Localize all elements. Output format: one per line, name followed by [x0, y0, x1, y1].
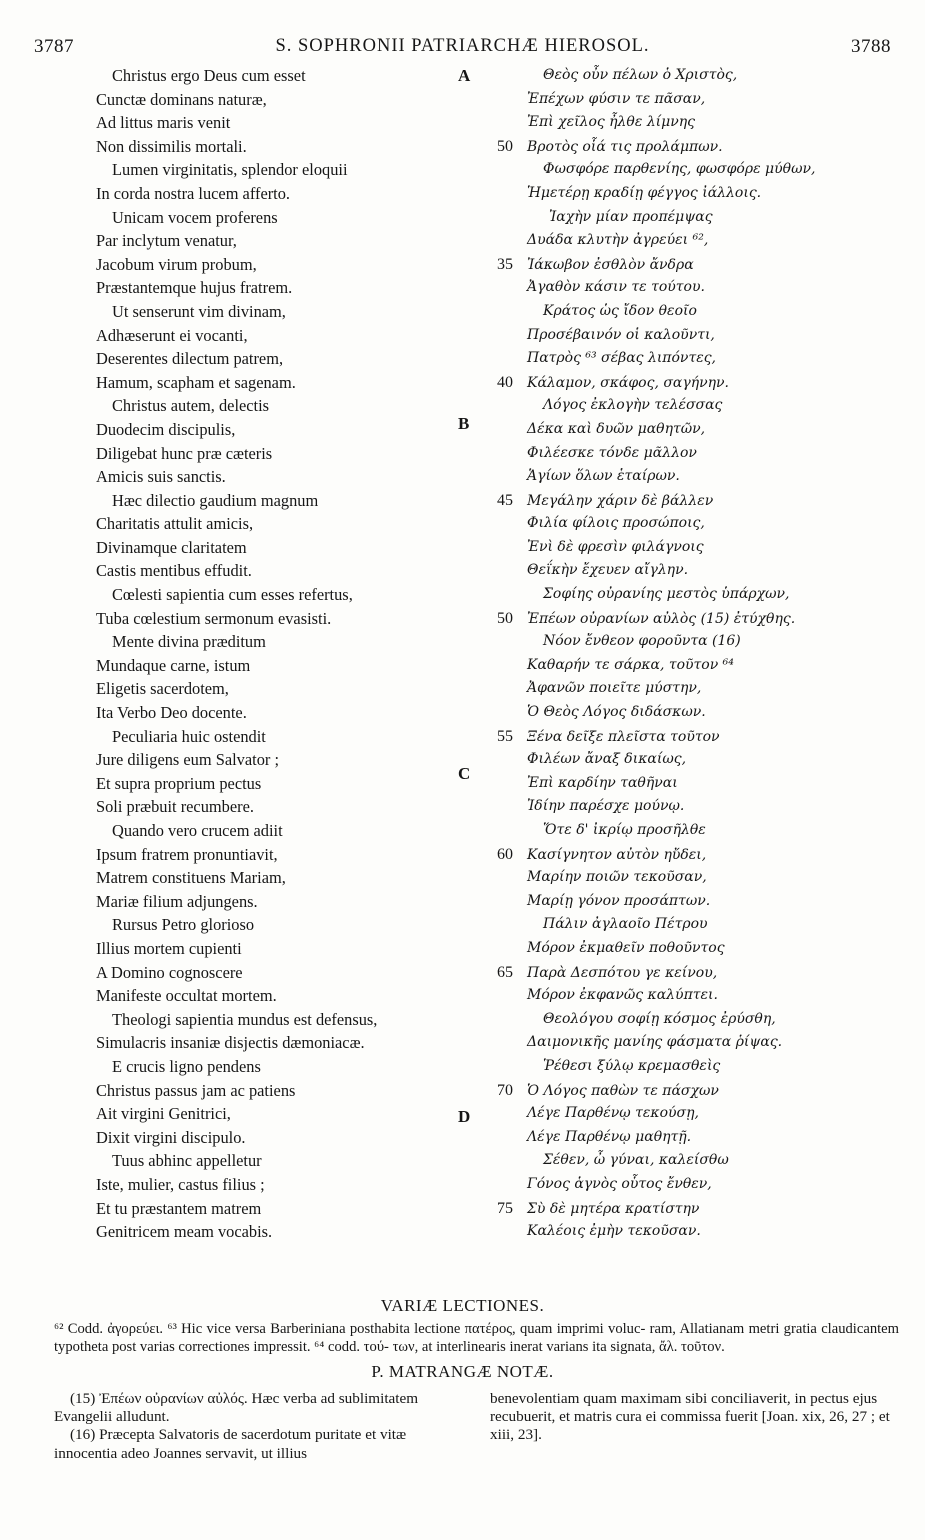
greek-line — [497, 300, 877, 324]
greek-line-text: Σοφίης οὐρανίης μεστὸς ὑπάρχων, — [543, 586, 790, 603]
greek-line — [497, 1079, 877, 1103]
latin-line: Deserentes dilectum patrem, — [96, 349, 284, 369]
note-15: (15) Ἐπέων οὐρανίων αὐλός. Hæc verba ad sublimitatem Evangelii alludunt. — [54, 1390, 419, 1426]
greek-line-text: Ἁγίων ὅλων ἑταίρων. — [527, 468, 680, 485]
greek-line-text: Φιλέεσκε τόνδε μᾶλλον — [527, 444, 697, 461]
greek-line-text: Φιλέων ἄναξ δικαίως, — [527, 751, 687, 768]
greek-line — [497, 347, 877, 371]
greek-line-text: Βροτὸς οἷά τις προλάμπων. — [527, 138, 723, 155]
line-number: 75 — [497, 1199, 513, 1217]
latin-line: Illius mortem cupienti — [96, 938, 242, 958]
line-number: 55 — [497, 727, 513, 745]
notes-heading: P. MATRANGÆ NOTÆ. — [371, 1362, 554, 1381]
greek-line — [497, 748, 877, 772]
greek-line — [497, 442, 877, 466]
variae-lectiones-text: ⁶² Codd. ἀγορεύει. ⁶³ Hic vice versa Barberiniana posthabita lectione πατέρος, quam imprimi voluc- ram, Allatianam metri gratia claudicantem typotheta post varias correctiones impressit. ⁶⁴ codd. τού- των, at interlinearis inerat varians ita signata, ἄλ. τοῦτον. — [54, 1321, 899, 1355]
greek-line-text: Σέθεν, ὦ γύναι, καλείσθω — [543, 1152, 729, 1169]
margin-letter-b: B — [458, 414, 470, 433]
latin-line: Jure diligens eum Salvator ; — [96, 750, 279, 770]
greek-line — [497, 913, 877, 937]
latin-line: Non dissimilis mortali. — [96, 136, 247, 156]
greek-line — [497, 630, 877, 654]
greek-line — [497, 206, 877, 230]
latin-line: E crucis ligno pendens — [112, 1056, 261, 1076]
latin-line: Ita Verbo Deo docente. — [96, 703, 247, 723]
greek-line — [497, 394, 877, 418]
greek-line — [497, 324, 877, 348]
greek-line — [497, 489, 877, 513]
latin-line: Divinamque claritatem — [96, 537, 247, 557]
greek-line — [497, 890, 877, 914]
greek-line-text: Ἀγαθὸν κάσιν τε τούτου. — [527, 279, 705, 296]
greek-line-text: Ἐπὶ καρδίην ταθῆναι — [527, 774, 678, 791]
latin-line: Christus passus jam ac patiens — [96, 1080, 296, 1100]
greek-line-text: Ὁ Λόγος παθὼν τε πάσχων — [527, 1082, 719, 1099]
greek-line — [497, 654, 877, 678]
latin-line: Duodecim discipulis, — [96, 419, 236, 439]
greek-line — [497, 371, 877, 395]
variae-lectiones-heading: VARIÆ LECTIONES. — [380, 1296, 545, 1315]
latin-line: Hæc dilectio gaudium magnum — [112, 490, 319, 510]
greek-line — [497, 1220, 877, 1244]
notes-right-column — [490, 1390, 900, 1445]
line-number: 50 — [497, 137, 513, 155]
latin-line: Adhæserunt ei vocanti, — [96, 325, 248, 345]
greek-line — [497, 559, 877, 583]
greek-line-text: Μόρον ἐκφανῶς καλύπτει. — [527, 987, 718, 1004]
greek-line-text: Καθαρήν τε σάρκα, τοῦτον ⁶⁴ — [527, 656, 734, 673]
greek-line-text: Καλέοις ἐμὴν τεκοῦσαν. — [527, 1223, 701, 1240]
greek-line-text: Γόνος ἁγνὸς οὗτος ἔνθεν, — [527, 1175, 712, 1192]
latin-line: Charitatis attulit amicis, — [96, 514, 254, 534]
greek-line-text: Ὅτε δ' ἰκρίῳ προσῆλθε — [543, 822, 706, 838]
line-number: 40 — [497, 373, 513, 391]
greek-line — [497, 1102, 877, 1126]
greek-line — [497, 1126, 877, 1150]
latin-line: Mundaque carne, istum — [96, 655, 251, 675]
greek-line — [497, 135, 877, 159]
latin-line: Genitricem meam vocabis. — [96, 1222, 273, 1242]
latin-line: Par inclytum venatur, — [96, 231, 237, 251]
greek-line-text: Πατρὸς ⁶³ σέβας λιπόντες, — [527, 350, 716, 367]
greek-line — [497, 512, 877, 536]
greek-line — [497, 866, 877, 890]
latin-line: Iste, mulier, castus filius ; — [96, 1174, 265, 1194]
greek-line-text: Σὺ δὲ μητέρα κρατίστην — [527, 1200, 700, 1217]
greek-line-text: Πάλιν ἀγλαοῖο Πέτρου — [543, 916, 708, 933]
greek-line-text: Ἰάκωβον ἐσθλὸν ἄνδρα — [527, 256, 694, 273]
greek-line-text: Μόρον ἐκμαθεῖν ποθοῦντος — [527, 939, 725, 956]
greek-line-text: Κασίγνητον αὐτὸν ηὔδει, — [527, 846, 707, 863]
latin-line: Cœlesti sapientia cum esses refertus, — [112, 585, 353, 605]
latin-line: Ipsum fratrem pronuntiavit, — [96, 844, 278, 864]
greek-line — [497, 1008, 877, 1032]
greek-line — [497, 772, 877, 796]
greek-line — [497, 725, 877, 749]
greek-line-text: Φωσφόρε παρθενίης, φωσφόρε μύθων, — [543, 161, 816, 178]
latin-line: Matrem constituens Mariam, — [96, 868, 286, 888]
page-number-left: 3787 — [34, 36, 74, 57]
greek-line — [497, 937, 877, 961]
greek-line-text: Μεγάλην χάριν δὲ βάλλεν — [527, 492, 714, 509]
latin-line: Rursus Petro glorioso — [112, 915, 255, 935]
greek-line — [497, 701, 877, 725]
latin-line: Diligebat hunc præ cæteris — [96, 443, 273, 463]
latin-line: Mente divina præditum — [112, 632, 266, 652]
latin-line: Theologi sapientia mundus est defensus, — [112, 1009, 378, 1029]
latin-line: Peculiaria huic ostendit — [112, 726, 266, 746]
greek-line — [497, 253, 877, 277]
greek-line-text: Δυάδα κλυτὴν ἀγρεύει ⁶², — [527, 232, 709, 249]
latin-line: Castis mentibus effudit. — [96, 561, 252, 581]
greek-line — [497, 276, 877, 300]
latin-line: Manifeste occultat mortem. — [96, 986, 277, 1006]
margin-letter-c: C — [458, 764, 471, 783]
notes-left-column — [54, 1390, 462, 1463]
page-number-right: 3788 — [851, 36, 891, 57]
line-number: 65 — [497, 963, 513, 981]
line-number: 60 — [497, 845, 513, 863]
latin-line: Mariæ filium adjungens. — [96, 891, 258, 911]
greek-line-text: Κάλαμον, σκάφος, σαγήνην. — [527, 374, 729, 391]
greek-line — [497, 843, 877, 867]
line-number: 45 — [497, 491, 513, 509]
note-16: (16) Præcepta Salvatoris de sacerdotum puritate et vitæ innocentia adeo Joannes servavit, ut illius — [54, 1426, 407, 1462]
latin-line: Ut senserunt vim divinam, — [112, 301, 286, 321]
greek-line-text: Θεΐκὴν ἔχευεν αἴγλην. — [527, 562, 689, 579]
greek-line — [497, 1149, 877, 1173]
greek-line-text: Νόον ἔνθεον φοροῦντα (16) — [543, 633, 741, 650]
greek-line-text: Λέγε Παρθένῳ μαθητῇ. — [527, 1128, 692, 1145]
latin-line: Et tu præstantem matrem — [96, 1198, 262, 1218]
greek-line-text: Ἐπέων οὐρανίων αὐλὸς (15) ἐτύχθης. — [527, 610, 796, 627]
greek-line-text: Ἡμετέρῃ κραδίῃ φέγγος ἰάλλοις. — [527, 184, 762, 201]
greek-line — [497, 1197, 877, 1221]
latin-line: Eligetis sacerdotem, — [96, 679, 229, 699]
greek-line-text: Ῥέθεσι ξύλῳ κρεμασθεὶς — [543, 1057, 721, 1074]
latin-line: A Domino cognoscere — [96, 962, 243, 982]
greek-line — [497, 607, 877, 631]
latin-line: Simulacris insaniæ disjectis dæmoniacæ. — [96, 1033, 365, 1053]
greek-line-text: Λέγε Παρθένῳ τεκούσῃ, — [527, 1105, 699, 1122]
latin-line: Et supra proprium pectus — [96, 773, 262, 793]
greek-line-text: Ὁ Θεὸς Λόγος διδάσκων. — [527, 704, 706, 721]
latin-line: Lumen virginitatis, splendor eloquii — [112, 160, 348, 180]
greek-line-text: Θεολόγου σοφίῃ κόσμος ἐρύσθη, — [543, 1010, 776, 1027]
greek-line — [497, 158, 877, 182]
greek-line — [497, 182, 877, 206]
greek-line-text: Ξένα δεῖξε πλεῖστα τοῦτον — [527, 728, 720, 745]
latin-line: Unicam vocem proferens — [112, 207, 278, 227]
greek-line-text: Θεὸς οὖν πέλων ὁ Χριστὸς, — [543, 67, 738, 83]
greek-line — [497, 536, 877, 560]
greek-line — [497, 819, 877, 843]
greek-line — [497, 229, 877, 253]
greek-line — [497, 583, 877, 607]
greek-verse-column — [497, 64, 877, 1244]
latin-line: Ait virgini Genitrici, — [96, 1104, 231, 1124]
greek-line-text: Ἐνὶ δὲ φρεσὶν φιλάγνοις — [527, 538, 704, 555]
latin-line: Tuba cœlestium sermonum evasisti. — [96, 608, 332, 628]
greek-line — [497, 961, 877, 985]
latin-line: Christus ergo Deus cum esset — [112, 66, 306, 85]
greek-line-text: Ἰαχὴν μίαν προπέμψας — [549, 208, 713, 225]
latin-line: Tuus abhinc appelletur — [112, 1151, 262, 1171]
greek-line — [497, 795, 877, 819]
margin-letter-d: D — [458, 1107, 471, 1126]
greek-line — [497, 677, 877, 701]
latin-line: Cunctæ dominans naturæ, — [96, 89, 267, 109]
greek-line — [497, 64, 877, 88]
greek-line — [497, 1173, 877, 1197]
greek-line-text: Μαρίην ποιῶν τεκοῦσαν, — [527, 869, 707, 886]
greek-line-text: Κράτος ὡς ἴδον θεοῖο — [543, 302, 697, 319]
greek-line — [497, 418, 877, 442]
greek-line-text: Ἐπὶ χεῖλος ἦλθε λίμνης — [527, 114, 696, 131]
latin-line: In corda nostra lucem afferto. — [96, 183, 291, 203]
greek-line — [497, 1055, 877, 1079]
greek-line-text: Φιλία φίλοις προσώποις, — [527, 515, 705, 532]
greek-line — [497, 465, 877, 489]
greek-line-text: Ἰδίην παρέσχε μούνῳ. — [527, 798, 685, 815]
greek-line — [497, 984, 877, 1008]
greek-line-text: Λόγος ἐκλογὴν τελέσσας — [543, 397, 723, 414]
note-16-continued: benevolentiam quam maximam sibi conciliaverit, in pectus ejus recubuerit, et matris cura ei commissa fuerit [Joan. xix, 26, 27 ; et xiii, 23]. — [490, 1390, 890, 1444]
line-number: 70 — [497, 1081, 513, 1099]
greek-line-text: Δέκα καὶ δυῶν μαθητῶν, — [527, 420, 706, 437]
greek-line — [497, 88, 877, 112]
latin-line: Quando vero crucem adiit — [112, 821, 283, 840]
greek-line-text: Παρὰ Δεσπότου γε κείνου, — [527, 964, 718, 981]
latin-line: Præstantemque hujus fratrem. — [96, 278, 293, 298]
latin-line: Soli præbuit recumbere. — [96, 797, 254, 817]
greek-line — [497, 111, 877, 135]
greek-line-text: Προσέβαινόν οἱ καλοῦντι, — [527, 326, 715, 343]
running-title: S. SOPHRONII PATRIARCHÆ HIEROSOL. — [275, 36, 650, 56]
latin-line: Jacobum virum probum, — [96, 254, 257, 274]
latin-line: Dixit virgini discipulo. — [96, 1127, 246, 1147]
line-number: 35 — [497, 255, 513, 273]
greek-line-text: Δαιμονικῆς μανίης φάσματα ῥίψας. — [527, 1034, 783, 1051]
greek-line-text: Μαρίῃ γόνον προσάπτων. — [527, 892, 711, 909]
margin-letter-a: A — [458, 66, 471, 85]
line-number: 50 — [497, 609, 513, 627]
latin-verse-column — [96, 64, 456, 1244]
greek-line — [497, 1031, 877, 1055]
latin-line: Ad littus maris venit — [96, 113, 231, 133]
latin-line: Amicis suis sanctis. — [96, 467, 226, 487]
greek-line-text: Ἀφανῶν ποιεῖτε μύστην, — [527, 680, 702, 697]
latin-line: Hamum, scapham et sagenam. — [96, 372, 296, 392]
latin-line: Christus autem, delectis — [112, 396, 270, 416]
greek-line-text: Ἐπέχων φύσιν τε πᾶσαν, — [527, 90, 706, 107]
